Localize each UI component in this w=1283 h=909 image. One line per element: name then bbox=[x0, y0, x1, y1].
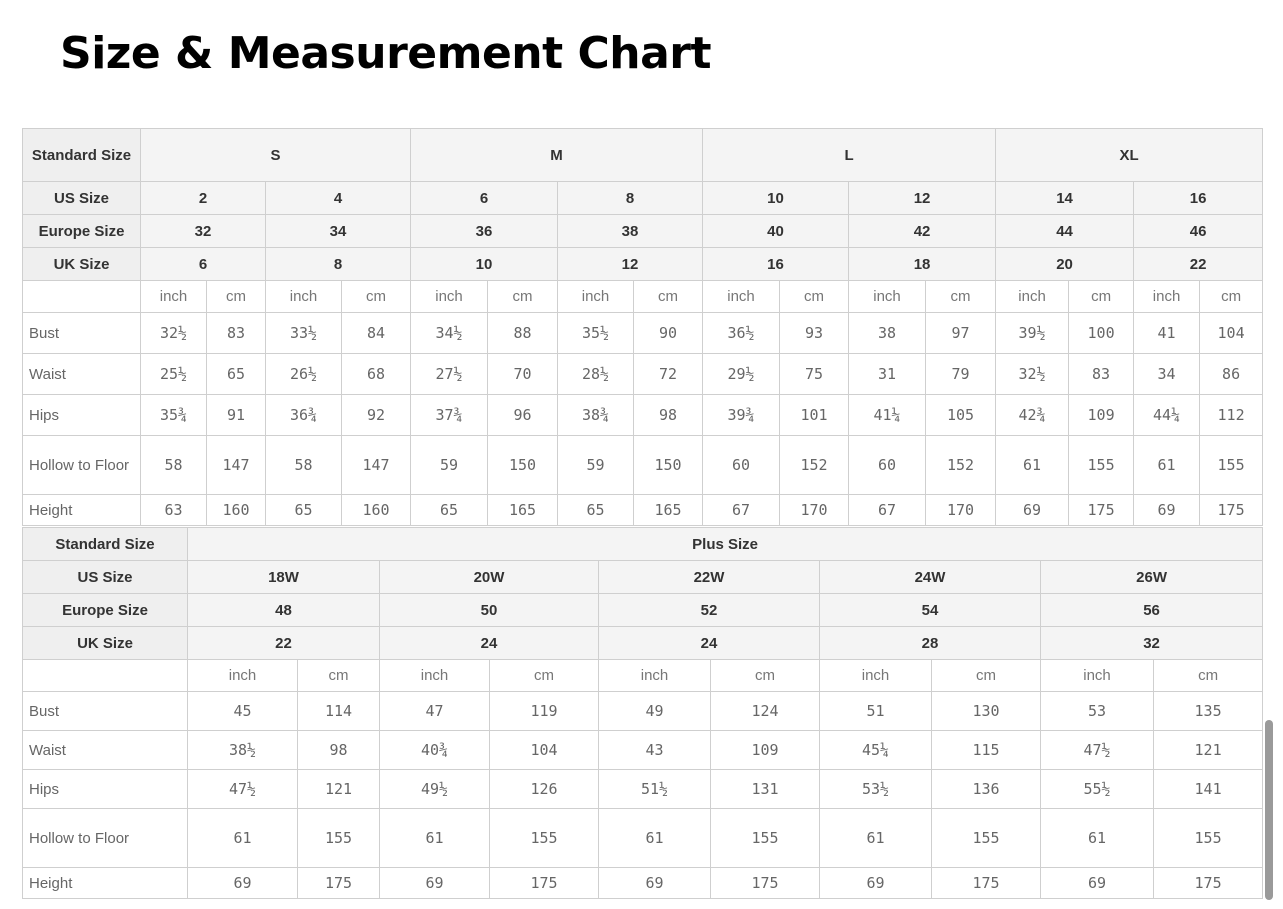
size-group-l: L bbox=[703, 129, 996, 182]
measurement-value: 53½ bbox=[820, 770, 932, 809]
measurement-value: 155 bbox=[932, 809, 1041, 868]
measurement-value: 92 bbox=[342, 395, 411, 436]
size-cell: 2 bbox=[141, 182, 266, 215]
measurement-value: 101 bbox=[780, 395, 849, 436]
measurement-value: 165 bbox=[634, 495, 703, 526]
size-cell: 22 bbox=[188, 627, 380, 660]
unit-cell: cm bbox=[1069, 281, 1134, 313]
measurement-value: 39½ bbox=[996, 313, 1069, 354]
measurement-value: 28½ bbox=[558, 354, 634, 395]
measurement-value: 31 bbox=[849, 354, 926, 395]
measurement-value: 155 bbox=[298, 809, 380, 868]
unit-cell: inch bbox=[411, 281, 488, 313]
size-cell: 50 bbox=[380, 594, 599, 627]
measurement-value: 32½ bbox=[996, 354, 1069, 395]
measurement-value: 61 bbox=[1134, 436, 1200, 495]
measurement-value: 155 bbox=[1069, 436, 1134, 495]
measurement-value: 65 bbox=[558, 495, 634, 526]
measurement-value: 41¼ bbox=[849, 395, 926, 436]
size-cell: 4 bbox=[266, 182, 411, 215]
unit-cell: cm bbox=[1200, 281, 1263, 313]
measurement-value: 27½ bbox=[411, 354, 488, 395]
measurement-value: 175 bbox=[932, 868, 1041, 899]
measurement-value: 69 bbox=[1041, 868, 1154, 899]
measurement-value: 59 bbox=[411, 436, 488, 495]
row-label: Height bbox=[23, 868, 188, 899]
measurement-value: 25½ bbox=[141, 354, 207, 395]
measurement-value: 43 bbox=[599, 731, 711, 770]
measurement-value: 121 bbox=[298, 770, 380, 809]
size-cell: 26W bbox=[1041, 561, 1263, 594]
unit-cell: cm bbox=[926, 281, 996, 313]
measurement-value: 84 bbox=[342, 313, 411, 354]
measurement-value: 69 bbox=[380, 868, 490, 899]
measurement-value: 175 bbox=[1200, 495, 1263, 526]
measurement-value: 105 bbox=[926, 395, 996, 436]
size-cell: 6 bbox=[141, 248, 266, 281]
measurement-row bbox=[23, 313, 1263, 354]
measurement-value: 91 bbox=[207, 395, 266, 436]
measurement-row bbox=[23, 868, 1263, 899]
measurement-value: 47 bbox=[380, 692, 490, 731]
size-group-xl: XL bbox=[996, 129, 1263, 182]
measurement-value: 69 bbox=[188, 868, 298, 899]
size-cell: 22W bbox=[599, 561, 820, 594]
size-group-m: M bbox=[411, 129, 703, 182]
standard-size-header: Standard Size bbox=[23, 528, 188, 561]
measurement-value: 65 bbox=[411, 495, 488, 526]
measurement-value: 58 bbox=[266, 436, 342, 495]
measurement-value: 44¼ bbox=[1134, 395, 1200, 436]
measurement-value: 65 bbox=[266, 495, 342, 526]
plus-size-table bbox=[22, 527, 1263, 899]
measurement-value: 147 bbox=[207, 436, 266, 495]
size-cell: 20 bbox=[996, 248, 1134, 281]
unit-cell: cm bbox=[1154, 660, 1263, 692]
measurement-value: 98 bbox=[298, 731, 380, 770]
size-cell: 48 bbox=[188, 594, 380, 627]
measurement-value: 112 bbox=[1200, 395, 1263, 436]
size-cell: 40 bbox=[703, 215, 849, 248]
measurement-row bbox=[23, 692, 1263, 731]
measurement-value: 47½ bbox=[188, 770, 298, 809]
unit-cell: inch bbox=[266, 281, 342, 313]
measurement-row bbox=[23, 731, 1263, 770]
size-cell: 12 bbox=[558, 248, 703, 281]
size-cell: 56 bbox=[1041, 594, 1263, 627]
row-label: Waist bbox=[23, 354, 141, 395]
measurement-value: 49½ bbox=[380, 770, 490, 809]
measurement-value: 26½ bbox=[266, 354, 342, 395]
blank-cell bbox=[23, 281, 141, 313]
measurement-value: 40¾ bbox=[380, 731, 490, 770]
measurement-value: 97 bbox=[926, 313, 996, 354]
measurement-value: 88 bbox=[488, 313, 558, 354]
row-label: UK Size bbox=[23, 627, 188, 660]
europe-size-row bbox=[23, 215, 1263, 248]
measurement-value: 36½ bbox=[703, 313, 780, 354]
unit-cell: inch bbox=[380, 660, 490, 692]
measurement-row bbox=[23, 436, 1263, 495]
measurement-value: 155 bbox=[1200, 436, 1263, 495]
row-label: Europe Size bbox=[23, 594, 188, 627]
measurement-value: 60 bbox=[703, 436, 780, 495]
measurement-value: 39¾ bbox=[703, 395, 780, 436]
measurement-value: 65 bbox=[207, 354, 266, 395]
unit-cell: cm bbox=[298, 660, 380, 692]
standard-size-header: Standard Size bbox=[23, 129, 141, 182]
measurement-value: 152 bbox=[926, 436, 996, 495]
measurement-value: 47½ bbox=[1041, 731, 1154, 770]
measurement-value: 152 bbox=[780, 436, 849, 495]
measurement-value: 150 bbox=[488, 436, 558, 495]
measurement-value: 35½ bbox=[558, 313, 634, 354]
size-cell: 18W bbox=[188, 561, 380, 594]
size-cell: 52 bbox=[599, 594, 820, 627]
size-cell: 14 bbox=[996, 182, 1134, 215]
measurement-value: 61 bbox=[599, 809, 711, 868]
unit-cell: inch bbox=[188, 660, 298, 692]
measurement-value: 38¾ bbox=[558, 395, 634, 436]
measurement-value: 51½ bbox=[599, 770, 711, 809]
measurement-value: 37¾ bbox=[411, 395, 488, 436]
size-cell: 10 bbox=[411, 248, 558, 281]
measurement-value: 32½ bbox=[141, 313, 207, 354]
size-cell: 44 bbox=[996, 215, 1134, 248]
measurement-value: 75 bbox=[780, 354, 849, 395]
size-cell: 32 bbox=[1041, 627, 1263, 660]
measurement-value: 115 bbox=[932, 731, 1041, 770]
measurement-value: 170 bbox=[926, 495, 996, 526]
measurement-value: 83 bbox=[207, 313, 266, 354]
measurement-value: 55½ bbox=[1041, 770, 1154, 809]
unit-cell: inch bbox=[703, 281, 780, 313]
uk-size-row bbox=[23, 627, 1263, 660]
measurement-value: 155 bbox=[711, 809, 820, 868]
unit-row bbox=[23, 281, 1263, 313]
size-cell: 18 bbox=[849, 248, 996, 281]
measurement-value: 61 bbox=[996, 436, 1069, 495]
measurement-value: 69 bbox=[820, 868, 932, 899]
size-cell: 38 bbox=[558, 215, 703, 248]
row-label: Bust bbox=[23, 313, 141, 354]
measurement-value: 35¾ bbox=[141, 395, 207, 436]
size-cell: 34 bbox=[266, 215, 411, 248]
measurement-value: 150 bbox=[634, 436, 703, 495]
measurement-value: 86 bbox=[1200, 354, 1263, 395]
unit-cell: inch bbox=[849, 281, 926, 313]
unit-cell: inch bbox=[599, 660, 711, 692]
size-cell: 24 bbox=[380, 627, 599, 660]
unit-cell: cm bbox=[207, 281, 266, 313]
measurement-value: 38 bbox=[849, 313, 926, 354]
plus-size-group: Plus Size bbox=[188, 528, 1263, 561]
measurement-value: 67 bbox=[703, 495, 780, 526]
measurement-value: 58 bbox=[141, 436, 207, 495]
unit-cell: inch bbox=[996, 281, 1069, 313]
measurement-value: 41 bbox=[1134, 313, 1200, 354]
unit-cell: cm bbox=[932, 660, 1041, 692]
size-cell: 32 bbox=[141, 215, 266, 248]
page-title: Size & Measurement Chart bbox=[60, 28, 712, 79]
measurement-value: 165 bbox=[488, 495, 558, 526]
measurement-value: 69 bbox=[1134, 495, 1200, 526]
uk-size-row bbox=[23, 248, 1263, 281]
measurement-row bbox=[23, 354, 1263, 395]
row-label: Hips bbox=[23, 770, 188, 809]
measurement-row bbox=[23, 809, 1263, 868]
measurement-value: 69 bbox=[996, 495, 1069, 526]
row-label: US Size bbox=[23, 182, 141, 215]
unit-cell: cm bbox=[634, 281, 703, 313]
row-label: US Size bbox=[23, 561, 188, 594]
size-cell: 10 bbox=[703, 182, 849, 215]
size-cell: 16 bbox=[1134, 182, 1263, 215]
size-cell: 46 bbox=[1134, 215, 1263, 248]
unit-cell: cm bbox=[490, 660, 599, 692]
plus-group-row bbox=[23, 528, 1263, 561]
us-size-row bbox=[23, 561, 1263, 594]
measurement-value: 70 bbox=[488, 354, 558, 395]
measurement-value: 175 bbox=[1069, 495, 1134, 526]
measurement-value: 124 bbox=[711, 692, 820, 731]
measurement-value: 141 bbox=[1154, 770, 1263, 809]
measurement-value: 119 bbox=[490, 692, 599, 731]
row-label: Hollow to Floor bbox=[23, 436, 141, 495]
measurement-value: 160 bbox=[342, 495, 411, 526]
measurement-row bbox=[23, 395, 1263, 436]
measurement-value: 90 bbox=[634, 313, 703, 354]
blank-cell bbox=[23, 660, 188, 692]
measurement-value: 33½ bbox=[266, 313, 342, 354]
size-cell: 42 bbox=[849, 215, 996, 248]
size-cell: 8 bbox=[558, 182, 703, 215]
measurement-value: 59 bbox=[558, 436, 634, 495]
measurement-value: 68 bbox=[342, 354, 411, 395]
measurement-value: 61 bbox=[820, 809, 932, 868]
measurement-value: 45¼ bbox=[820, 731, 932, 770]
size-cell: 24 bbox=[599, 627, 820, 660]
measurement-row bbox=[23, 770, 1263, 809]
measurement-value: 147 bbox=[342, 436, 411, 495]
size-cell: 54 bbox=[820, 594, 1041, 627]
measurement-value: 93 bbox=[780, 313, 849, 354]
measurement-value: 69 bbox=[599, 868, 711, 899]
measurement-value: 72 bbox=[634, 354, 703, 395]
row-label: UK Size bbox=[23, 248, 141, 281]
unit-cell: inch bbox=[141, 281, 207, 313]
measurement-value: 29½ bbox=[703, 354, 780, 395]
measurement-value: 42¾ bbox=[996, 395, 1069, 436]
size-group-row bbox=[23, 129, 1263, 182]
unit-cell: inch bbox=[1134, 281, 1200, 313]
europe-size-row bbox=[23, 594, 1263, 627]
measurement-value: 60 bbox=[849, 436, 926, 495]
measurement-value: 67 bbox=[849, 495, 926, 526]
size-cell: 20W bbox=[380, 561, 599, 594]
row-label: Bust bbox=[23, 692, 188, 731]
measurement-value: 126 bbox=[490, 770, 599, 809]
size-cell: 36 bbox=[411, 215, 558, 248]
measurement-value: 175 bbox=[490, 868, 599, 899]
unit-cell: cm bbox=[780, 281, 849, 313]
measurement-value: 51 bbox=[820, 692, 932, 731]
measurement-value: 38½ bbox=[188, 731, 298, 770]
us-size-row bbox=[23, 182, 1263, 215]
measurement-value: 130 bbox=[932, 692, 1041, 731]
measurement-value: 36¾ bbox=[266, 395, 342, 436]
measurement-value: 175 bbox=[298, 868, 380, 899]
measurement-value: 175 bbox=[711, 868, 820, 899]
size-cell: 28 bbox=[820, 627, 1041, 660]
measurement-value: 155 bbox=[1154, 809, 1263, 868]
row-label: Waist bbox=[23, 731, 188, 770]
measurement-value: 61 bbox=[1041, 809, 1154, 868]
unit-cell: cm bbox=[342, 281, 411, 313]
measurement-value: 61 bbox=[380, 809, 490, 868]
measurement-value: 170 bbox=[780, 495, 849, 526]
unit-cell: cm bbox=[488, 281, 558, 313]
measurement-value: 135 bbox=[1154, 692, 1263, 731]
measurement-value: 160 bbox=[207, 495, 266, 526]
measurement-value: 109 bbox=[711, 731, 820, 770]
unit-cell: inch bbox=[820, 660, 932, 692]
row-label: Hollow to Floor bbox=[23, 809, 188, 868]
row-label: Height bbox=[23, 495, 141, 526]
size-cell: 22 bbox=[1134, 248, 1263, 281]
measurement-value: 79 bbox=[926, 354, 996, 395]
measurement-value: 104 bbox=[490, 731, 599, 770]
measurement-value: 96 bbox=[488, 395, 558, 436]
measurement-value: 121 bbox=[1154, 731, 1263, 770]
size-cell: 24W bbox=[820, 561, 1041, 594]
unit-cell: cm bbox=[711, 660, 820, 692]
measurement-value: 109 bbox=[1069, 395, 1134, 436]
size-cell: 8 bbox=[266, 248, 411, 281]
unit-cell: inch bbox=[558, 281, 634, 313]
measurement-value: 34½ bbox=[411, 313, 488, 354]
measurement-value: 34 bbox=[1134, 354, 1200, 395]
size-cell: 6 bbox=[411, 182, 558, 215]
measurement-value: 175 bbox=[1154, 868, 1263, 899]
row-label: Hips bbox=[23, 395, 141, 436]
measurement-value: 114 bbox=[298, 692, 380, 731]
measurement-value: 131 bbox=[711, 770, 820, 809]
measurement-value: 45 bbox=[188, 692, 298, 731]
size-cell: 12 bbox=[849, 182, 996, 215]
standard-size-table bbox=[22, 128, 1263, 526]
row-label: Europe Size bbox=[23, 215, 141, 248]
measurement-value: 63 bbox=[141, 495, 207, 526]
measurement-value: 104 bbox=[1200, 313, 1263, 354]
measurement-value: 98 bbox=[634, 395, 703, 436]
measurement-value: 49 bbox=[599, 692, 711, 731]
unit-row bbox=[23, 660, 1263, 692]
measurement-value: 83 bbox=[1069, 354, 1134, 395]
measurement-value: 53 bbox=[1041, 692, 1154, 731]
measurement-row bbox=[23, 495, 1263, 526]
measurement-value: 155 bbox=[490, 809, 599, 868]
measurement-value: 100 bbox=[1069, 313, 1134, 354]
scrollbar-thumb[interactable] bbox=[1265, 720, 1273, 900]
measurement-value: 136 bbox=[932, 770, 1041, 809]
size-group-s: S bbox=[141, 129, 411, 182]
unit-cell: inch bbox=[1041, 660, 1154, 692]
size-cell: 16 bbox=[703, 248, 849, 281]
measurement-value: 61 bbox=[188, 809, 298, 868]
